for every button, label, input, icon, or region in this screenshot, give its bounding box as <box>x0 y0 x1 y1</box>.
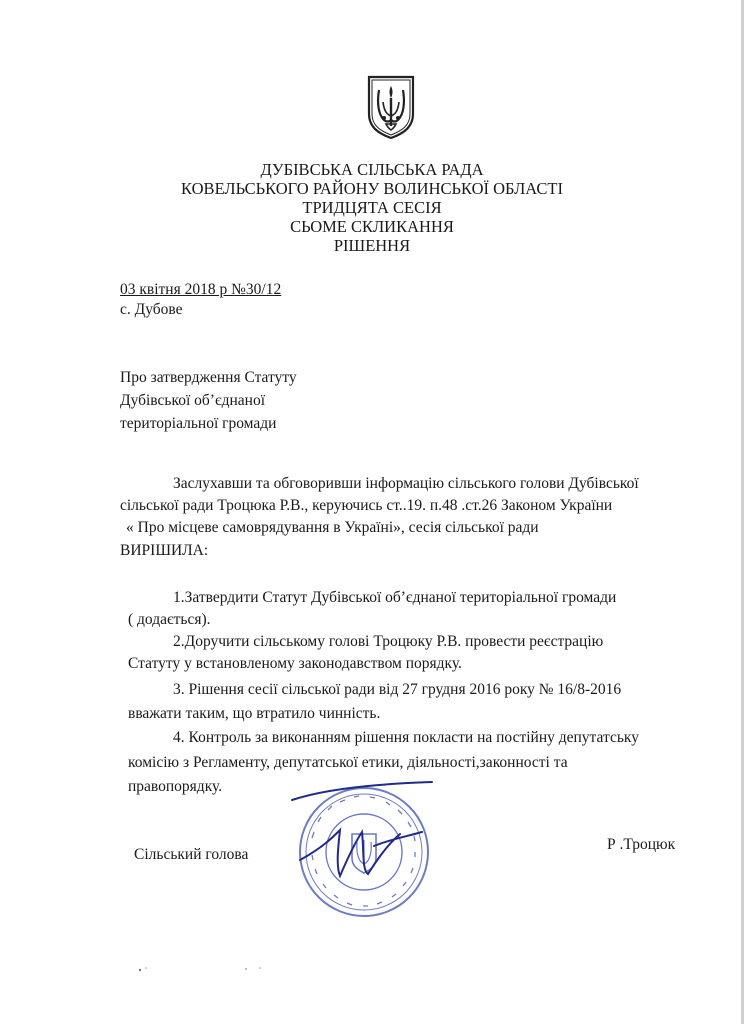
date-number: 03 квітня 2018 р №30/12 <box>120 281 282 298</box>
item-1-line-1: 1.Затвердити Статут Дубівської об’єднаної територіальної громади <box>173 589 617 606</box>
document-type: РІШЕННЯ <box>333 236 411 255</box>
preamble-line-1: Заслухавши та обговоривши інформацію сільського голови Дубівської <box>173 475 639 492</box>
place: с. Дубове <box>120 301 183 318</box>
subject-line-1: Про затвердження Статуту <box>120 369 297 386</box>
official-stamp <box>282 778 442 928</box>
council-name: ДУБІВСЬКА СІЛЬСЬКА РАДА <box>260 160 484 179</box>
resolved-label: ВИРІШИЛА: <box>120 542 209 559</box>
item-4-line-3: правопорядку. <box>128 778 223 795</box>
scan-specks <box>130 960 290 980</box>
district-name: КОВЕЛЬСЬКОГО РАЙОНУ ВОЛИНСЬКОЇ ОБЛАСТІ <box>181 179 563 198</box>
preamble-line-3: « Про місцеве самоврядування в Україні», сесія сільської ради <box>126 519 539 536</box>
subject-line-3: територіальної громади <box>120 415 277 432</box>
signature-name: Р .Троцюк <box>607 836 676 853</box>
subject-line-2: Дубівської об’єднаної <box>120 392 266 409</box>
item-2-line-1: 2.Доручити сільському голові Троцюку Р.В. провести реєстрацію <box>173 633 604 650</box>
preamble-line-2: сільської ради Троцюка Р.В., керуючись ст..19. п.48 .ст.26 Законом України <box>120 497 613 514</box>
item-1-line-2: ( додається). <box>128 611 211 628</box>
item-4-line-2: комісію з Регламенту, депутатської етики, діяльності,законності та <box>128 754 568 771</box>
item-4-line-1: 4. Контроль за виконанням рішення покласти на постійну депутатську <box>173 729 639 746</box>
item-3-line-2: вважати таким, що втратило чинність. <box>128 705 381 722</box>
item-2-line-2: Статуту у встановленому законодавством порядку. <box>128 655 462 672</box>
convocation-title: СЬОМЕ СКЛИКАННЯ <box>290 217 454 236</box>
signature-title: Сільський голова <box>134 846 249 863</box>
item-3-line-1: 3. Рішення сесії сільської ради від 27 грудня 2016 року № 16/8-2016 <box>173 681 622 698</box>
session-title: ТРИДЦЯТА СЕСІЯ <box>302 198 442 217</box>
coat-of-arms-icon <box>366 74 416 140</box>
